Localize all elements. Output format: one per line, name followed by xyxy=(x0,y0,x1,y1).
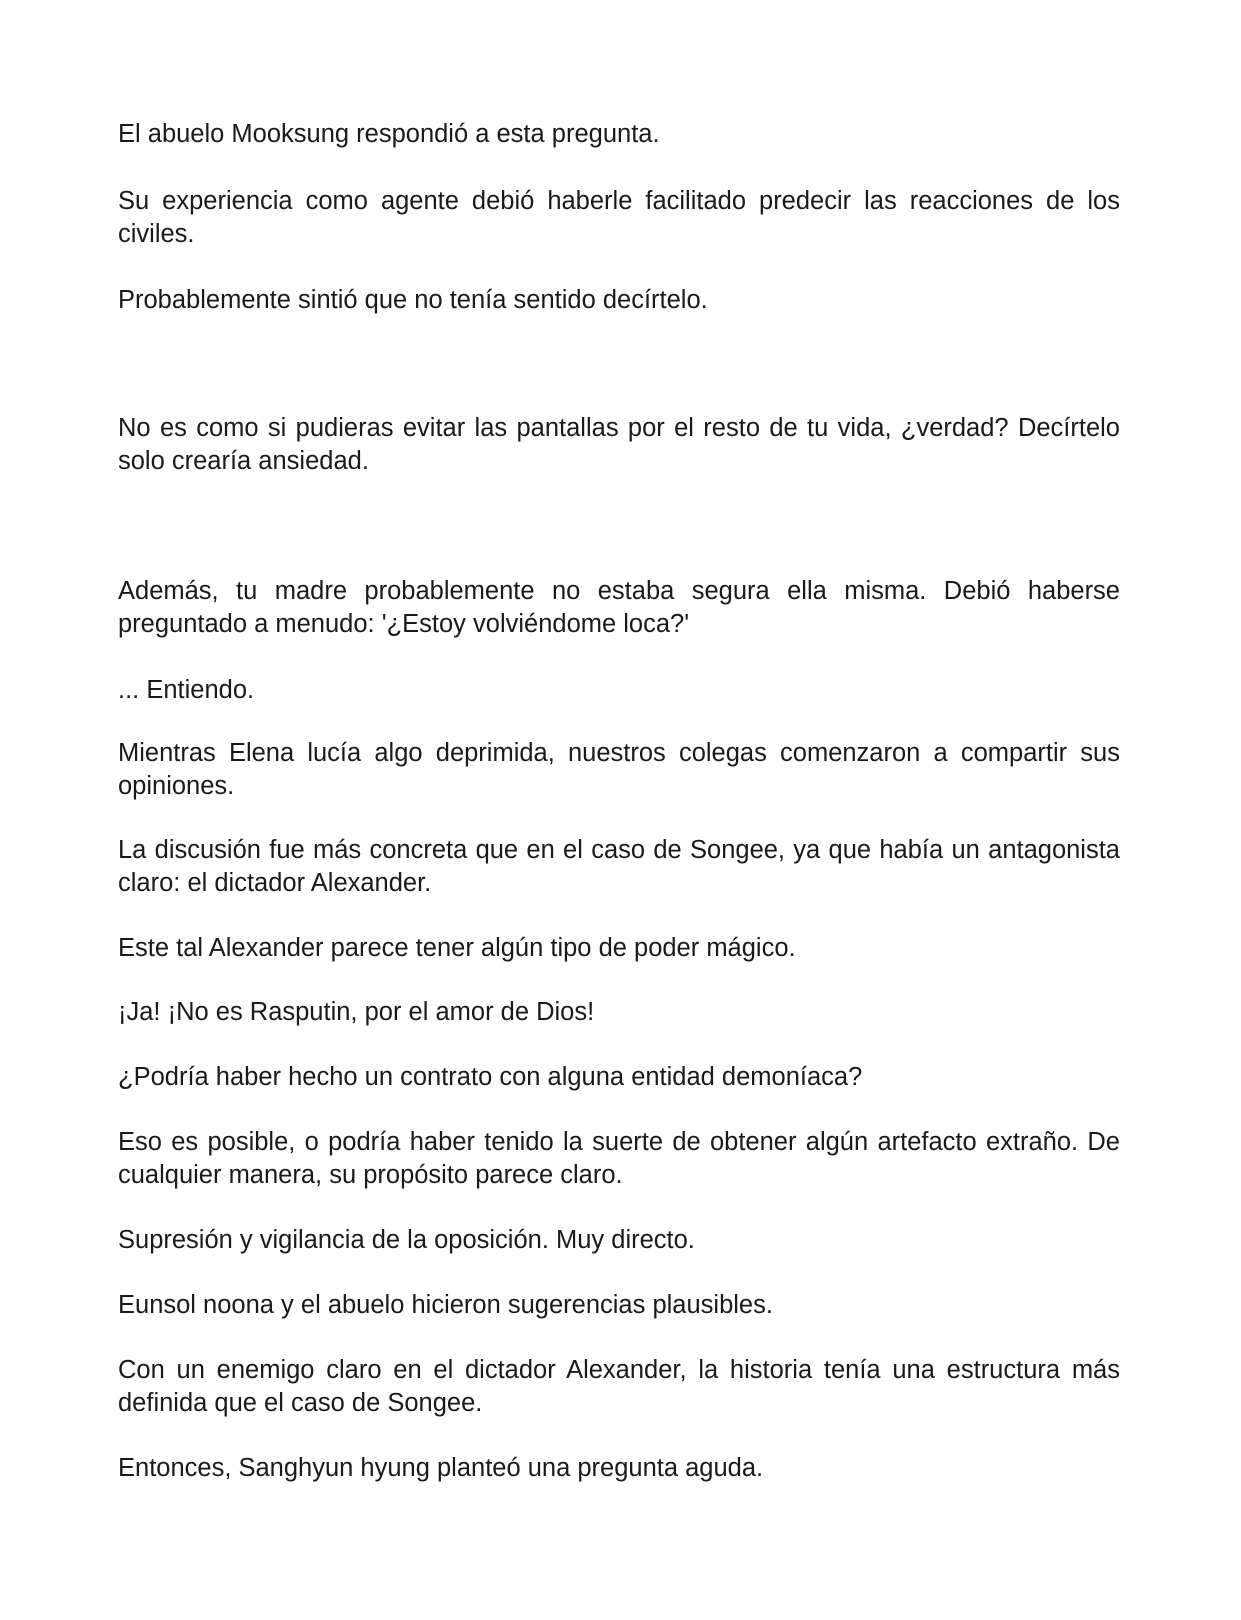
paragraph-14: Eunsol noona y el abuelo hicieron sugerencias plausibles. xyxy=(118,1291,773,1319)
paragraph-10: ¡Ja! ¡No es Rasputin, por el amor de Dios! xyxy=(118,998,595,1026)
paragraph-5: Además, tu madre probablemente no estaba segura ella misma. Debió haberse preguntado a menudo: '¿Estoy volviéndome loca?' xyxy=(118,577,1120,638)
paragraph-1: El abuelo Mooksung respondió a esta pregunta. xyxy=(118,120,660,148)
paragraph-16: Entonces, Sanghyun hyung planteó una pregunta aguda. xyxy=(118,1454,764,1482)
paragraph-15: Con un enemigo claro en el dictador Alexander, la historia tenía una estructura más definida que el caso de Songee. xyxy=(118,1356,1120,1417)
paragraph-8: La discusión fue más concreta que en el caso de Songee, ya que había un antagonista claro: el dictador Alexander. xyxy=(118,836,1120,897)
paragraph-4: No es como si pudieras evitar las pantallas por el resto de tu vida, ¿verdad? Decírtelo solo crearía ansiedad. xyxy=(118,414,1120,475)
paragraph-3: Probablemente sintió que no tenía sentido decírtelo. xyxy=(118,286,708,314)
paragraph-13: Supresión y vigilancia de la oposición. Muy directo. xyxy=(118,1226,695,1254)
paragraph-9: Este tal Alexander parece tener algún tipo de poder mágico. xyxy=(118,934,796,962)
paragraph-2: Su experiencia como agente debió haberle facilitado predecir las reacciones de los civiles. xyxy=(118,187,1120,248)
paragraph-7: Mientras Elena lucía algo deprimida, nuestros colegas comenzaron a compartir sus opiniones. xyxy=(118,739,1120,800)
paragraph-12: Eso es posible, o podría haber tenido la suerte de obtener algún artefacto extraño. De cualquier manera, su propósito parece claro. xyxy=(118,1128,1120,1189)
paragraph-11: ¿Podría haber hecho un contrato con alguna entidad demoníaca? xyxy=(118,1063,863,1091)
paragraph-6: ... Entiendo. xyxy=(118,676,255,704)
